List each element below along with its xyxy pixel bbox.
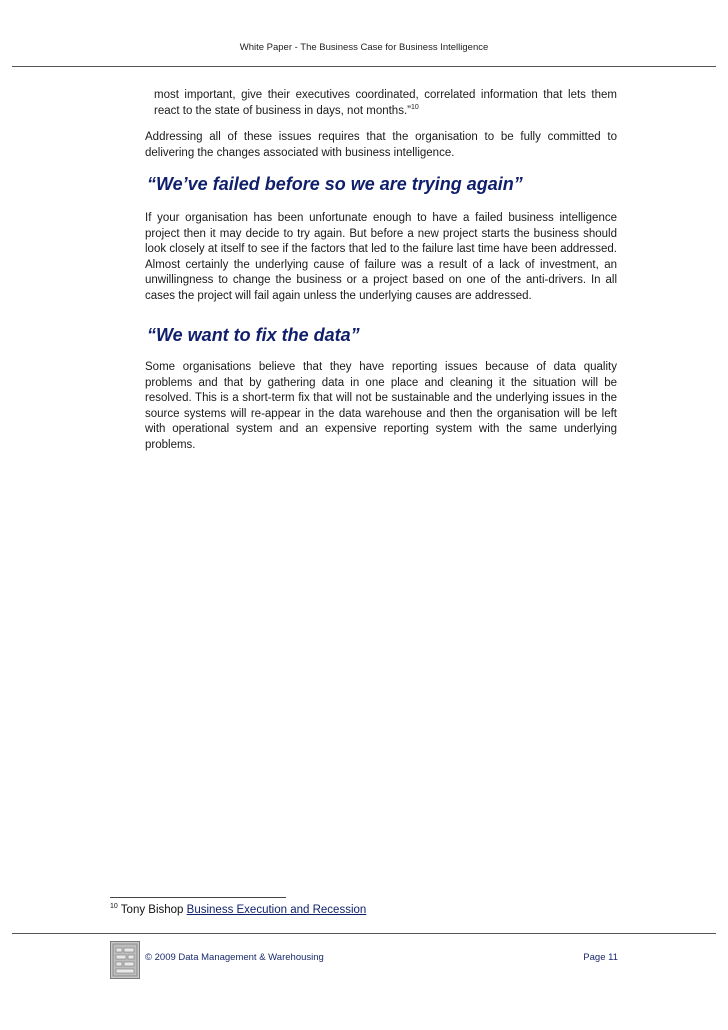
section-heading-fix-data: “We want to fix the data” bbox=[147, 325, 360, 345]
company-logo-icon bbox=[110, 941, 140, 979]
footer-divider bbox=[12, 933, 716, 934]
footer-copyright: © 2009 Data Management & Warehousing bbox=[145, 952, 324, 963]
page-header-title: White Paper - The Business Case for Business Intelligence bbox=[239, 42, 489, 53]
section-heading-failed-before: “We’ve failed before so we are trying again” bbox=[147, 174, 523, 194]
paragraph-fix-data: Some organisations believe that they have reporting issues because of data quality problems and that by gathering data in one place and cleaning it the situation will be resolved. This is a short-term fix that will not be sustainable and the underlying issues in the source systems will re-appear in the data warehouse and then the organisation will be left with operational system and an expensive reporting system with the same underlying problems. bbox=[145, 361, 617, 451]
footnote-reference[interactable]: 10 bbox=[410, 104, 419, 111]
footnote-author: Tony Bishop bbox=[120, 904, 184, 916]
quote-continuation bbox=[154, 87, 617, 119]
paragraph-addressing-issues: Addressing all of these issues requires that the organisation to be fully committed to delivering the changes associated with business intelligence. bbox=[145, 131, 617, 159]
footnote-link[interactable]: Business Execution and Recession bbox=[186, 904, 367, 916]
paragraph-failed-before: If your organisation has been unfortunate enough to have a failed business intelligence project then it may decide to try again. But before a new project starts the business should look closely at itself to see if the factors that led to the failure last time have been addressed. Almost certainly the underlying cause of failure was a result of a lack of investment, an unwillingness to change the business or a project based on one of the anti-drivers. In all cases the project will fail again unless the underlying causes are addressed. bbox=[145, 212, 617, 302]
footnote-number: 10 bbox=[110, 903, 118, 910]
quote-text: most important, give their executives coordinated, correlated information that lets them react to the state of business in days, not months.” bbox=[154, 89, 617, 117]
header-divider bbox=[12, 66, 716, 67]
footer-page-number: Page 11 bbox=[583, 952, 618, 963]
footnote bbox=[110, 901, 670, 919]
footnote-divider bbox=[110, 897, 286, 898]
